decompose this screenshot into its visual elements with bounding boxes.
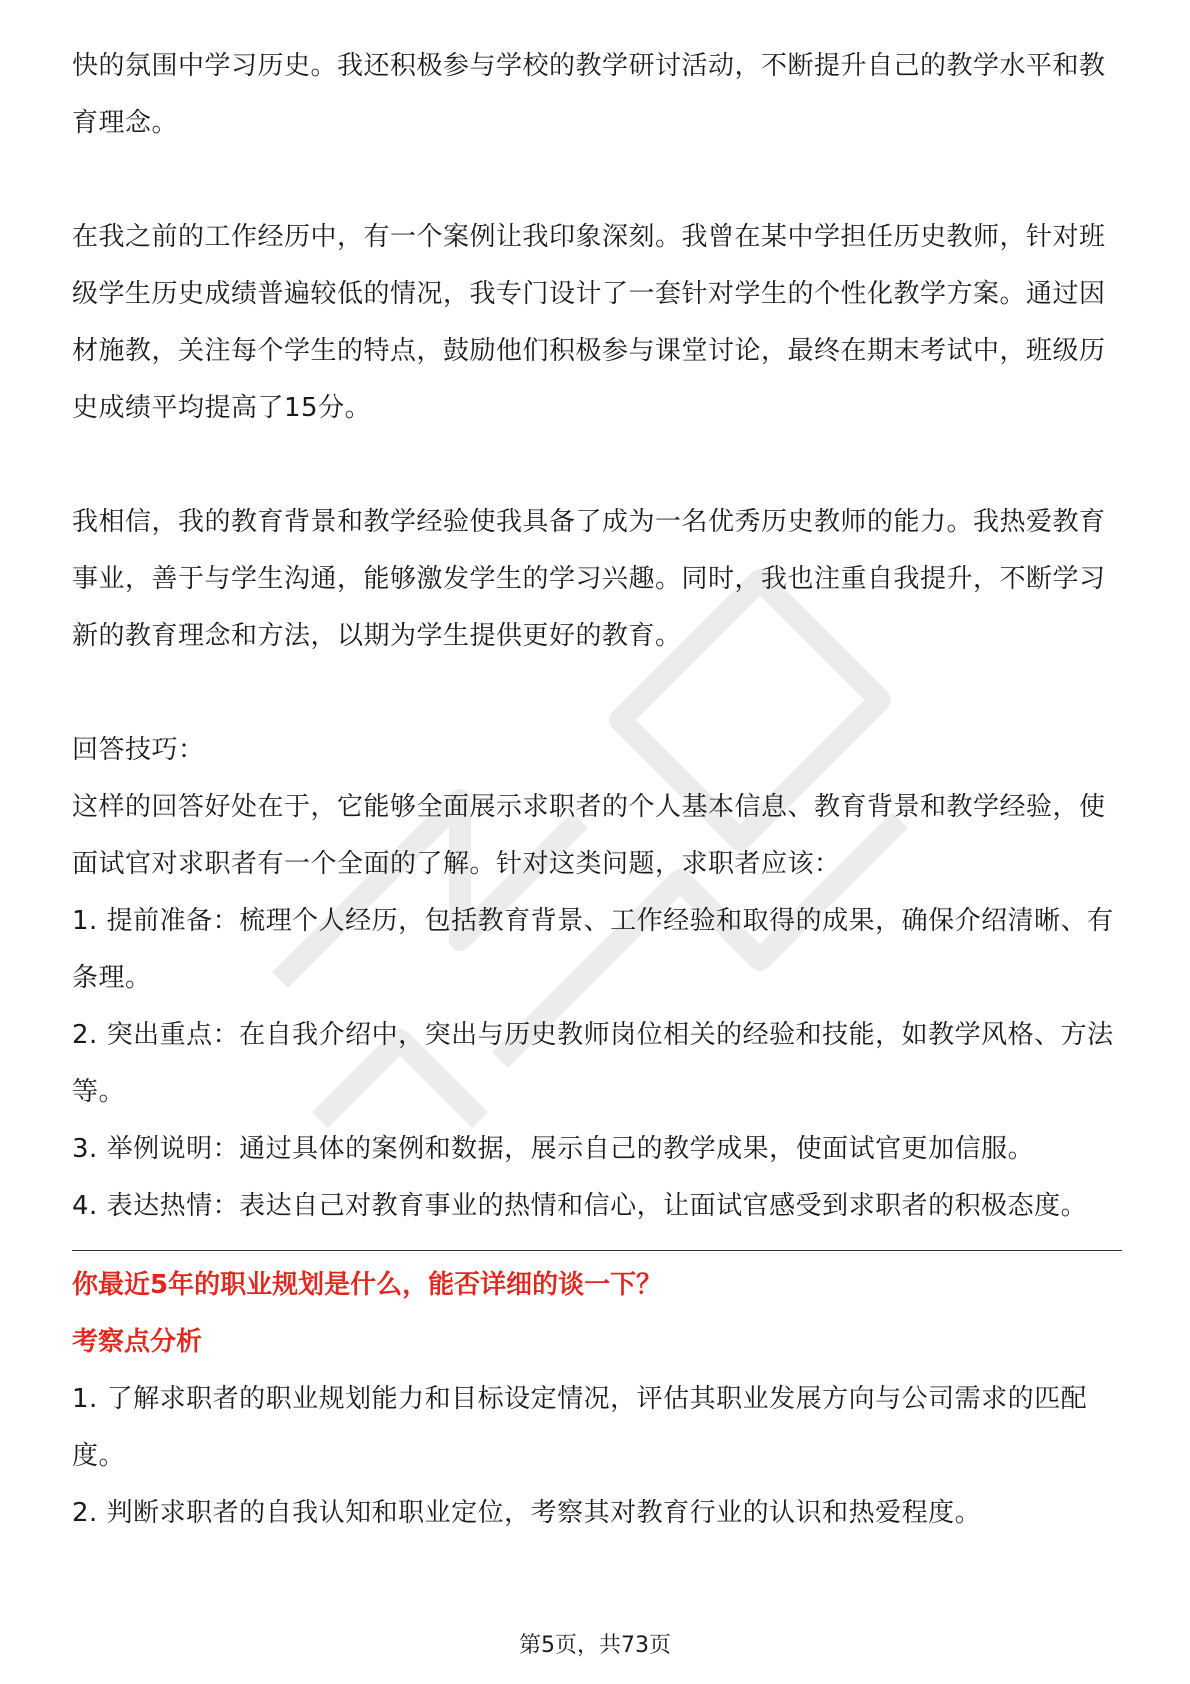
- analysis-heading: 考察点分析: [72, 1327, 203, 1357]
- section-divider: [72, 1250, 1122, 1251]
- page-number: 第5页，共73页: [519, 1633, 671, 1658]
- question-title: 你最近5年的职业规划是什么，能否详细的谈一下？: [72, 1270, 663, 1300]
- tips-intro: 这样的回答好处在于，它能够全面展示求职者的个人基本信息、教育背景和教学经验，使面试官对求职者有一个全面的了解。针对这类问题，求职者应该：: [72, 792, 1106, 879]
- analysis-item: 2. 判断求职者的自我认知和职业定位，考察其对教育行业的认识和热爱程度。: [72, 1498, 982, 1528]
- page-content: [72, 38, 1122, 1542]
- tips-item: 3. 举例说明：通过具体的案例和数据，展示自己的教学成果，使面试官更加信服。: [72, 1134, 1035, 1164]
- analysis-item: 1. 了解求职者的职业规划能力和目标设定情况，评估其职业发展方向与公司需求的匹配度。: [72, 1384, 1088, 1471]
- paragraph-belief: 我相信，我的教育背景和教学经验使我具备了成为一名优秀历史教师的能力。我热爱教育事业，善于与学生沟通，能够激发学生的学习兴趣。同时，我也注重自我提升，不断学习新的教育理念和方法，以期为学生提供更好的教育。: [72, 507, 1106, 651]
- tips-item: 4. 表达热情：表达自己对教育事业的热情和信心，让面试官感受到求职者的积极态度。: [72, 1191, 1088, 1221]
- tips-item: 2. 突出重点：在自我介绍中，突出与历史教师岗位相关的经验和技能，如教学风格、方法等。: [72, 1020, 1114, 1107]
- tips-heading: 回答技巧：: [72, 735, 205, 765]
- tips-item: 1. 提前准备：梳理个人经历，包括教育背景、工作经验和取得的成果，确保介绍清晰、有条理。: [72, 906, 1114, 993]
- paragraph-continued: 快的氛围中学习历史。我还积极参与学校的教学研讨活动，不断提升自己的教学水平和教育理念。: [72, 51, 1106, 138]
- paragraph-case-example: 在我之前的工作经历中，有一个案例让我印象深刻。我曾在某中学担任历史教师，针对班级学生历史成绩普遍较低的情况，我专门设计了一套针对学生的个性化教学方案。通过因材施教，关注每个学生的特点，鼓励他们积极参与课堂讨论，最终在期末考试中，班级历史成绩平均提高了15分。: [72, 222, 1106, 423]
